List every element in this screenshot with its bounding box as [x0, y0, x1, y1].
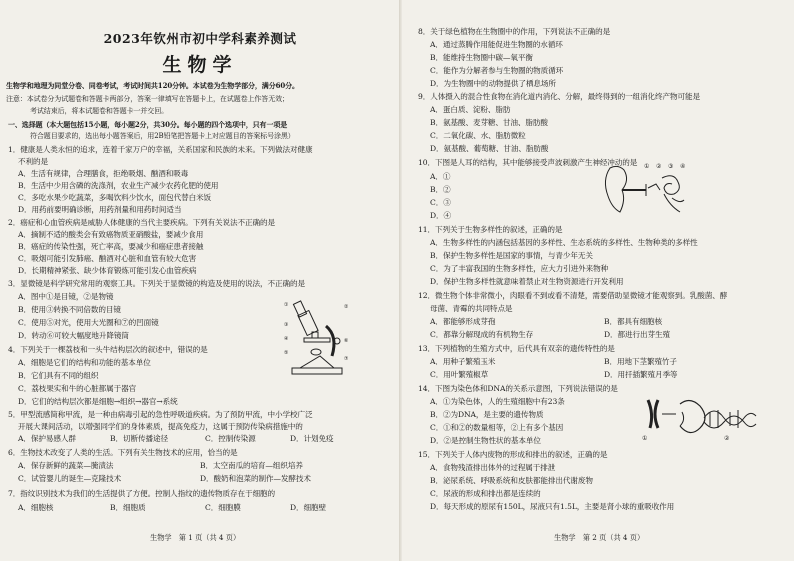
page-1-footer: 生物学 第 1 页（共 4 页） — [150, 533, 241, 542]
q11-option-d: D．保护生物多样性就意味着禁止对生物资源进行开发利用 — [430, 277, 624, 286]
q7-option-b: B．细胞质 — [110, 503, 146, 512]
chromosome-label-1: ① — [642, 435, 648, 442]
ear-label-2: ② — [656, 163, 662, 170]
svg-text:③: ③ — [284, 322, 289, 328]
q1-option-a: A．生活有规律，合理膳食，拒绝吸烟、酗酒和吸毒 — [18, 169, 189, 178]
section-1-heading: 一、选择题（本大题包括15小题，每小题2分，共30分。每小题的四个选项中，只有一项是 — [8, 120, 288, 129]
q10-stem: 10．下图是人耳的结构，其中能够接受声波刺激产生神经冲动的是 — [418, 158, 638, 167]
ear-figure — [600, 160, 692, 226]
q8-option-d: D．为生物圈中的动物提供了栖息场所 — [430, 79, 556, 88]
page-2-footer: 生物学 第 2 页（共 4 页） — [554, 533, 645, 542]
q2-stem: 2．癌症和心血管疾病是威胁人体健康的当代主要疾病。下列有关说法不正确的是 — [8, 218, 276, 227]
q5-stem-2: 开展大课间活动，以增强同学们的身体素质，提高免疫力，这属于预防传染病措施中的 — [18, 422, 303, 431]
q14-option-a: A．①为染色体，人的生殖细胞中有23条 — [430, 397, 565, 406]
q3-stem: 3．显微镜是科学研究常用的观察工具。下列关于显微镜的构造及使用的说法，不正确的是 — [8, 279, 305, 288]
q2-option-d: D．长期精神紧张、缺少体育锻炼可能引发心血管疾病 — [18, 266, 197, 275]
q5-option-a: A．保护易感人群 — [18, 434, 76, 443]
q4-stem: 4．下列关于一棵荔枝和一头牛结构层次的叙述中，错误的是 — [8, 345, 208, 354]
q6-option-a: A．保存新鲜的蔬菜—腌渍法 — [18, 461, 114, 470]
q3-option-c: C．使用⑤对光，使用大光圈和⑦的凹面镜 — [18, 318, 159, 327]
svg-text:⑦: ⑦ — [344, 356, 349, 362]
q1-option-b: B．生活中少用含磷的洗涤剂，农业生产减少农药化肥的使用 — [18, 181, 219, 190]
q4-option-b: B．它们具有不同的组织 — [18, 371, 99, 380]
q9-option-b: B．氨基酸、麦芽糖、甘油、脂肪酸 — [430, 118, 548, 127]
microscope-figure — [282, 296, 360, 378]
q5-option-c: C．控制传染源 — [205, 434, 256, 443]
q11-option-b: B．保护生物多样性是国家的事情，与青少年无关 — [430, 251, 593, 260]
q7-option-c: C．细胞膜 — [205, 503, 241, 512]
q3-option-d: D．转动⑥可较大幅度地升降镜筒 — [18, 331, 129, 340]
q2-option-b: B．癌症的传染性强，死亡率高，要减少和癌症患者接触 — [18, 242, 204, 251]
q14-stem: 14．下图为染色体和DNA的关系示意图，下列说法错误的是 — [418, 384, 618, 393]
q9-option-a: A．蛋白质、淀粉、脂肪 — [430, 105, 511, 114]
ear-label-1: ① — [644, 163, 650, 170]
q15-stem: 15．下列关于人体内废物的形成和排出的叙述，正确的是 — [418, 450, 608, 459]
q11-stem: 11．下列关于生物多样性的叙述，正确的是 — [418, 225, 563, 234]
q12-option-d: D．都进行出芽生殖 — [604, 330, 670, 339]
q1-option-c: C．多吃水果少吃蔬菜，多喝饮料少饮水，面包代替白米饭 — [18, 193, 212, 202]
page-2 — [404, 0, 794, 561]
q4-option-c: C．荔枝果实和牛的心脏都属于器官 — [18, 384, 137, 393]
svg-text:④: ④ — [284, 336, 289, 342]
q7-option-d: D．细胞壁 — [290, 503, 326, 512]
q12-option-b: B．都具有细胞核 — [604, 317, 662, 326]
q13-stem: 13．下列植物的生殖方式中，后代具有双亲的遗传特性的是 — [418, 344, 615, 353]
q7-stem: 7．指纹识别技术为我们的生活提供了方便。控制人指纹的遗传物质存在于细胞的 — [8, 489, 276, 498]
svg-text:⑤: ⑤ — [284, 350, 289, 356]
chromosome-dna-figure — [640, 394, 760, 444]
q12-option-c: C．都靠分解现成的有机物生存 — [430, 330, 534, 339]
q15-option-d: D．每天形成的原尿有150L，尿液只有1.5L，主要是肾小球的重吸收作用 — [430, 502, 675, 511]
q1-stem: 1．健康是人类永恒的追求，连着千家万户的幸福，关系国家和民族的未来。下列做法对健康 — [8, 145, 313, 154]
q5-option-b: B．切断传播途径 — [110, 434, 168, 443]
q13-option-c: C．用叶繁殖椒草 — [430, 370, 489, 379]
subject-title: 生物学 — [162, 54, 238, 76]
svg-text:⑥: ⑥ — [344, 338, 349, 344]
q10-option-a: A．① — [430, 172, 451, 181]
q11-option-a: A．生物多样性的内涵包括基因的多样性、生态系统的多样性、生物种类的多样性 — [430, 238, 698, 247]
svg-text:①: ① — [284, 302, 289, 308]
q6-stem: 6．生物技术改变了人类的生活。下列有关生物技术的应用，恰当的是 — [8, 448, 238, 457]
q15-option-a: A．食物残渣排出体外的过程属于排泄 — [430, 463, 556, 472]
q12-stem: 12．微生物个体非常微小，肉眼看不到或看不清楚，需要借助显微镜才能观察到。乳酸菌、酵 — [418, 291, 728, 300]
q8-option-a: A．通过蒸腾作用能促进生物圈的水循环 — [430, 40, 563, 49]
q8-stem: 8．关于绿色植物在生物圈中的作用，下列说法不正确的是 — [418, 27, 611, 36]
q13-option-b: B．用地下茎繁殖竹子 — [604, 357, 677, 366]
section-1-heading-2: 符合题目要求的，选出每小题答案后，用2B铅笔把答题卡上对应题目的答案标号涂黑） — [30, 132, 295, 140]
exam-title: 2023年钦州市初中学科素养测试 — [103, 31, 297, 46]
chromosome-label-2: ② — [724, 435, 730, 442]
svg-text:②: ② — [344, 304, 349, 310]
q2-option-a: A．摘制不适的酸类会有致癌物质亚硝酸盐，要减少食用 — [18, 230, 204, 239]
q14-option-d: D．②是控制生物性状的基本单位 — [430, 436, 541, 445]
q12-option-a: A．都能够形成芽孢 — [430, 317, 496, 326]
q10-option-c: C．③ — [430, 198, 451, 207]
q6-option-c: C．试管婴儿的诞生—克隆技术 — [18, 474, 122, 483]
q3-option-a: A．图中①是目镜，②是物镜 — [18, 292, 114, 301]
page-fold — [399, 0, 402, 561]
instruction-line-3: 考试结束后，将本试题卷和答题卡一并交回。 — [30, 107, 168, 115]
q12-stem-2: 母菌、青霉的共同特点是 — [430, 304, 513, 313]
q9-option-d: D．氨基酸、葡萄糖、甘油、脂肪酸 — [430, 144, 549, 153]
q11-option-c: C．为了丰富我国的生物多样性，应大力引进外来物种 — [430, 264, 609, 273]
q8-option-b: B．能维持生物圈中碳—氧平衡 — [430, 53, 533, 62]
q4-option-a: A．细胞是它们的结构和功能的基本单位 — [18, 358, 151, 367]
q4-option-d: D．它们的结构层次都是细胞→组织→器官→系统 — [18, 397, 178, 406]
q1-stem-2: 不利的是 — [18, 157, 48, 166]
q14-option-b: B．②为DNA，是主要的遗传物质 — [430, 410, 544, 419]
q2-option-c: C．吸烟可能引发肺癌、酗酒对心脏和血管有较大危害 — [18, 254, 197, 263]
q7-option-a: A．细胞核 — [18, 503, 54, 512]
q13-option-a: A．用种子繁殖玉米 — [430, 357, 496, 366]
q15-option-c: C．尿液的形成和排出都是连续的 — [430, 489, 541, 498]
q5-stem: 5．甲型流感简称甲流，是一种由病毒引起的急性呼吸道疾病。为了预防甲流，中小学校广泛 — [8, 410, 313, 419]
q5-option-d: D．计划免疫 — [290, 434, 334, 443]
q13-option-d: D．用扦插繁殖月季等 — [604, 370, 678, 379]
instruction-line-2: 注意：本试卷分为试题卷和答题卡两部分，答案一律填写在答题卡上，在试题卷上作答无效； — [6, 95, 289, 103]
instruction-line-1: 生物学和地理为同堂分卷、同卷考试，考试时间共120分钟。本试卷为生物学部分，满分60分。 — [6, 81, 299, 90]
q15-option-b: B．泌尿系统、呼吸系统和皮肤都能排出代谢废物 — [430, 476, 593, 485]
q10-option-d: D．④ — [430, 211, 451, 220]
ear-label-4: ④ — [680, 163, 686, 170]
q9-option-c: C．二氧化碳、水、脂肪微粒 — [430, 131, 526, 140]
ear-label-3: ③ — [668, 163, 674, 170]
q6-option-d: D．酸奶和泡菜的制作—发酵技术 — [200, 474, 311, 483]
q3-option-b: B．使用③转换不同倍数的目镜 — [18, 305, 121, 314]
q10-option-b: B．② — [430, 185, 451, 194]
q1-option-d: D．用药前要明确诊断，用药剂量和用药时间适当 — [18, 205, 182, 214]
q9-stem: 9．人体摄入的混合性食物在消化道内消化、分解，最终得到的一组消化终产物可能是 — [418, 92, 700, 101]
q8-option-c: C．能作为分解者参与生物圈的物质循环 — [430, 66, 564, 75]
q6-option-b: B．太空南瓜的培育—组织培养 — [200, 461, 303, 470]
q14-option-c: C．①和②的数量相等，②上有多个基因 — [430, 423, 564, 432]
